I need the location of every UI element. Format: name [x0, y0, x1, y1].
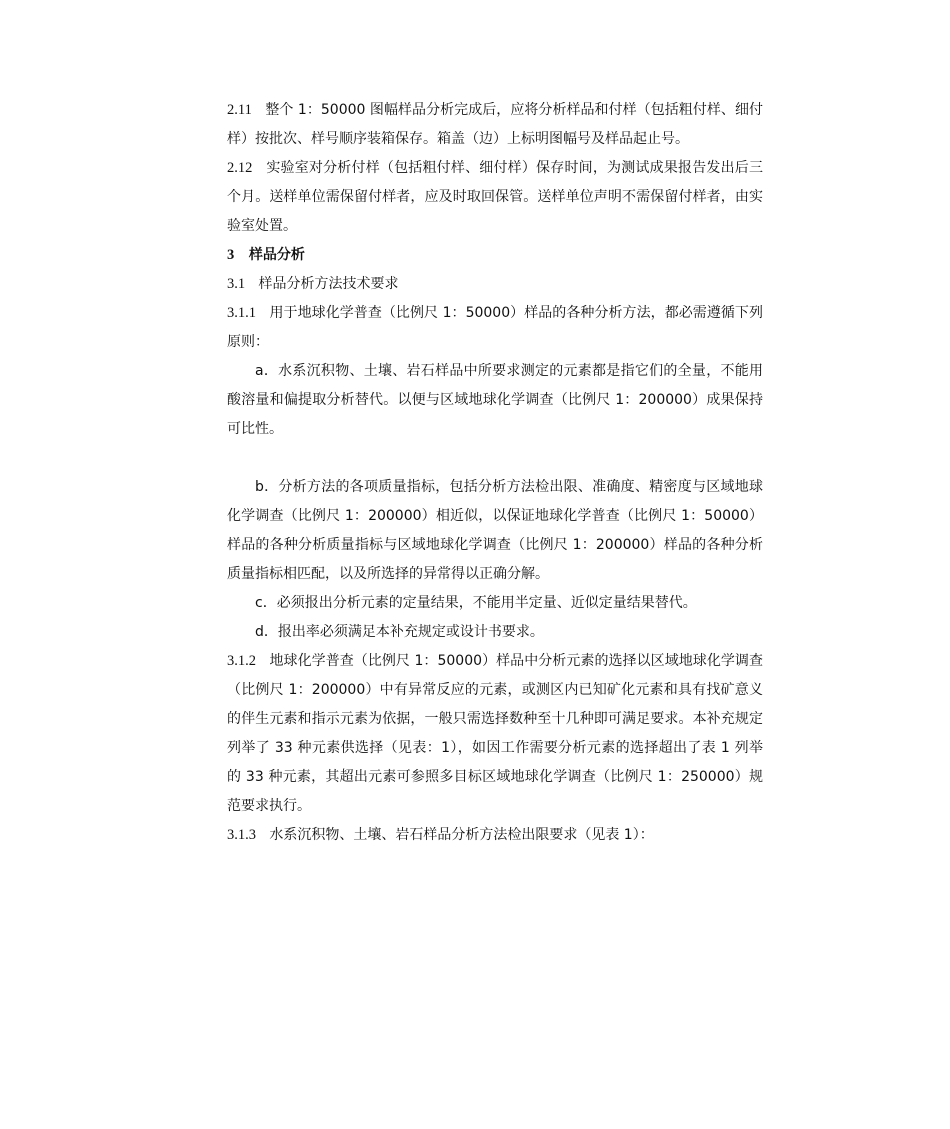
clause-number: 3.1.1 — [227, 305, 256, 321]
subsection-title: 样品分析方法技术要求 — [258, 276, 399, 292]
document-body — [227, 96, 763, 850]
clause-3-1-3 — [227, 821, 763, 850]
clause-number: 3.1.3 — [227, 827, 256, 843]
section-title: 样品分析 — [248, 247, 305, 263]
subsection-number: 3.1 — [227, 276, 246, 292]
clause-text: 整个 1：50000 图幅样品分析完成后，应将分析样品和付样（包括粗付样、细付样）按批次、样号顺序装箱保存。箱盖（边）上标明图幅号及样品起止号。 — [227, 102, 764, 147]
clause-2-12 — [227, 154, 763, 241]
principle-a: a．水系沉积物、土壤、岩石样品中所要求测定的元素都是指它们的全量，不能用酸溶量和偏提取分析替代。以便与区域地球化学调查（比例尺 1：200000）成果保持可比性。 — [227, 363, 763, 437]
clause-number: 2.11 — [227, 102, 252, 118]
principle-d: d．报出率必须满足本补充规定或设计书要求。 — [255, 624, 544, 640]
principle-b: b．分析方法的各项质量指标，包括分析方法检出限、准确度、精密度与区域地球化学调查（比例尺 1：200000）相近似，以保证地球化学普查（比例尺 1：50000）样品的各种分析质量指标与区域地球化学调查（比例尺 1：200000）样品的各种分析质量指标相匹配，以及所选择的异常得以正确分解。 — [227, 479, 763, 582]
clause-3-1-1 — [227, 299, 763, 357]
clause-text: 用于地球化学普查（比例尺 1：50000）样品的各种分析方法，都必需遵循下列原则： — [227, 305, 763, 350]
clause-text: 水系沉积物、土壤、岩石样品分析方法检出限要求（见表 1）： — [269, 827, 654, 843]
section-number: 3 — [227, 247, 235, 263]
subsection-heading-3-1 — [227, 270, 763, 299]
section-heading-3 — [227, 241, 763, 270]
principle-c: c．必须报出分析元素的定量结果，不能用半定量、近似定量结果替代。 — [255, 595, 697, 611]
clause-number: 3.1.2 — [227, 653, 256, 669]
clause-2-11 — [227, 96, 763, 154]
clause-3-1-2 — [227, 647, 763, 821]
blank-gap — [227, 444, 763, 473]
clause-text: 地球化学普查（比例尺 1：50000）样品中分析元素的选择以区域地球化学调查（比例尺 1：200000）中有异常反应的元素，或测区内已知矿化元素和具有找矿意义的伴生元素和指示元素为依据，一般只需选择数种至十几种即可满足要求。本补充规定列举了 33 种元素供选择（见表：1），如因工作需要分析元素的选择超出了表 1 列举的 33 种元素，其超出元素可参照多目标区域地球化学调查（比例尺 1：250000）规范要求执行。 — [227, 653, 763, 814]
clause-text: 实验室对分析付样（包括粗付样、细付样）保存时间，为测试成果报告发出后三个月。送样单位需保留付样者，应及时取回保管。送样单位声明不需保留付样者，由实验室处置。 — [227, 160, 764, 234]
clause-number: 2.12 — [227, 160, 253, 176]
